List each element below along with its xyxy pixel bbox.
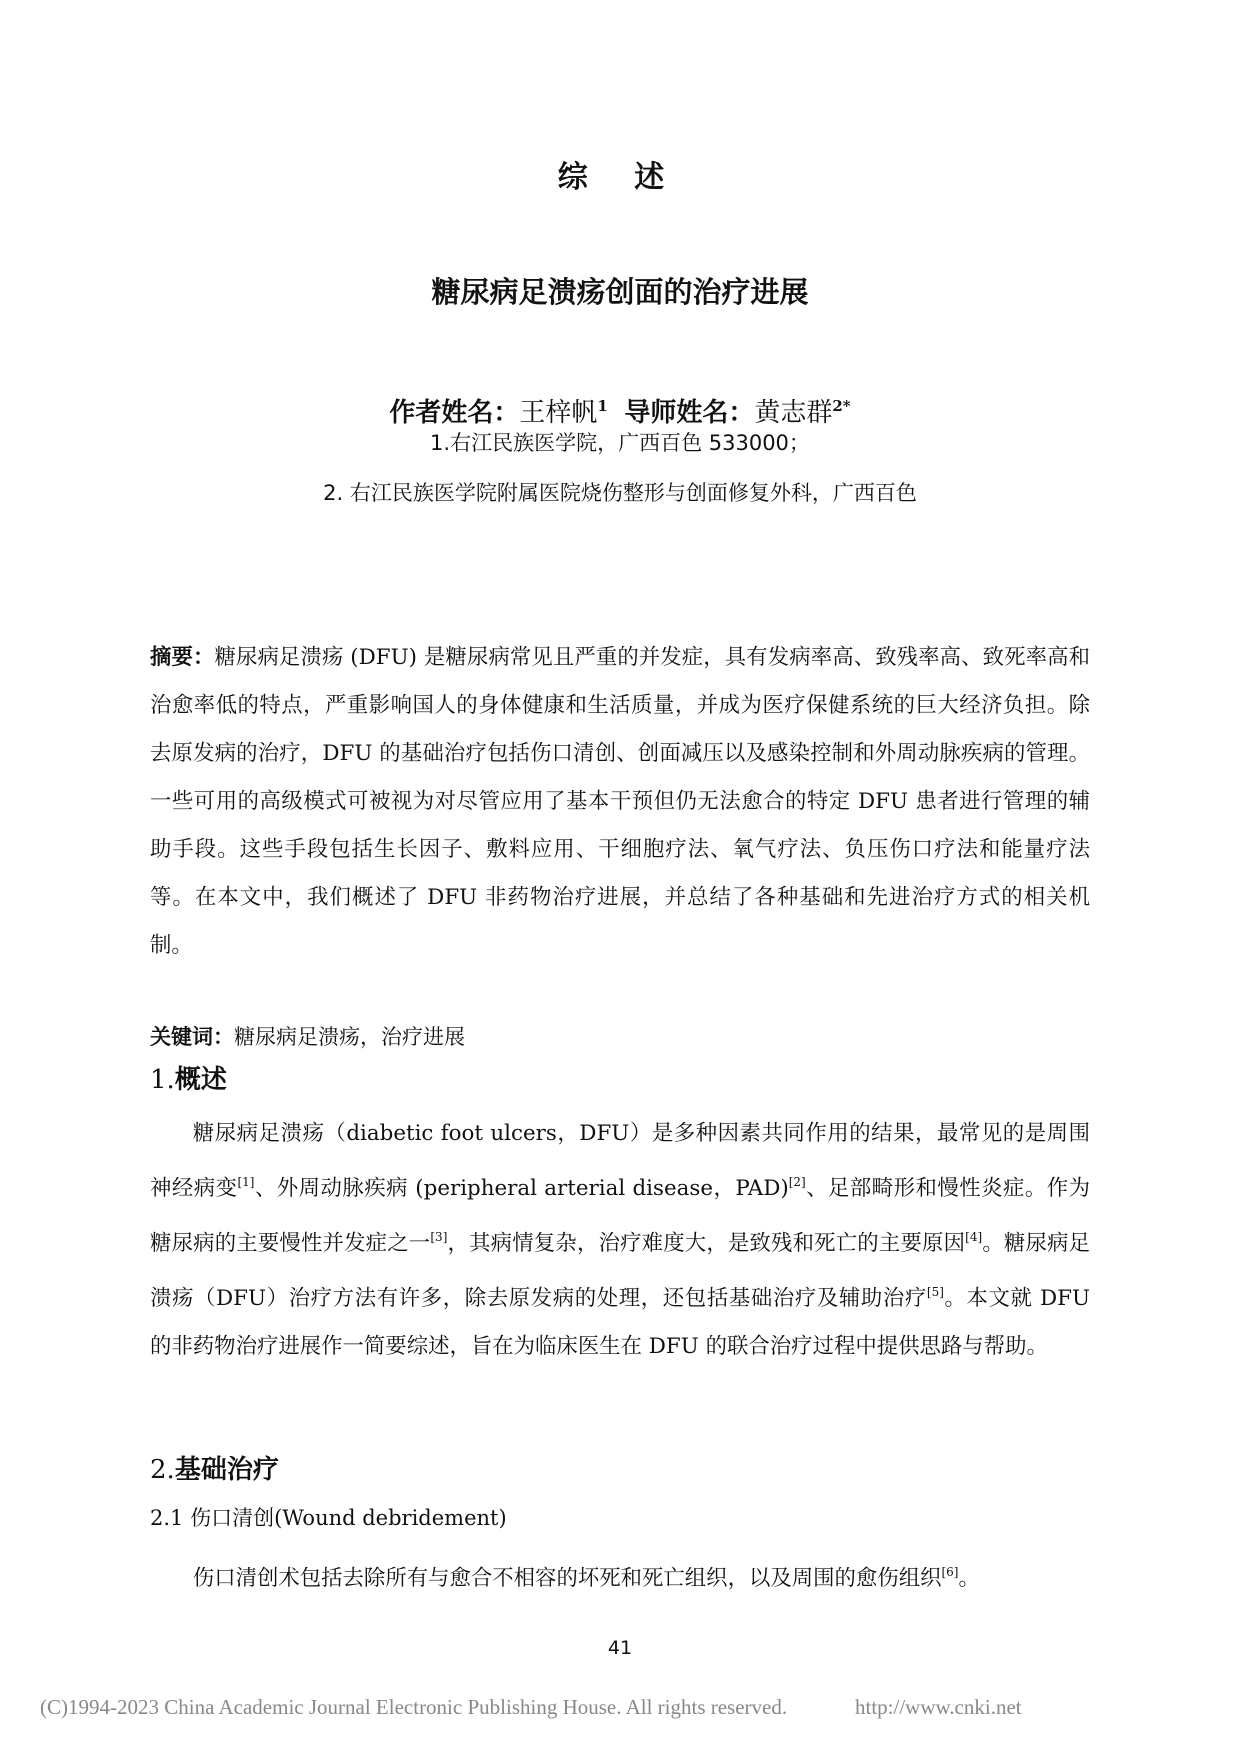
keywords — [150, 1017, 465, 1057]
section-2-paragraph — [150, 1548, 1090, 1603]
publisher-url: http://www.cnki.net — [855, 1695, 1022, 1719]
section-2-title: 基础治疗 — [174, 1455, 279, 1485]
author-name: 王梓帆 — [519, 398, 598, 428]
para-text: 糖尿病足溃疡（diabetic foot ulcers，DFU）是多种因素共同作用的结果，最常见的是周围神经病变 — [150, 1121, 1090, 1201]
para-text: ，其病情复杂，治疗难度大，是致残和死亡的主要原因 — [447, 1231, 966, 1256]
citation-ref: [2] — [788, 1175, 806, 1189]
page-number: 41 — [607, 1637, 633, 1659]
abstract-label: 摘要： — [150, 645, 215, 670]
para-text: 。本文就 DFU 的非药物治疗进展作一简要综述，旨在为临床医生在 DFU 的联合治疗过程中提供思路与帮助。 — [150, 1286, 1090, 1359]
affiliation-2: 2. 右江民族医学院附属医院烧伤整形与创面修复外科，广西百色 — [323, 481, 917, 505]
section-1-title: 概述 — [174, 1065, 227, 1095]
citation-ref: [4] — [965, 1230, 983, 1244]
paper-title: 糖尿病足溃疡创面的治疗进展 — [431, 275, 809, 309]
subsection-2-1-heading: 2.1 伤口清创(Wound debridement) — [150, 1506, 507, 1530]
advisor-label: 导师姓名： — [624, 398, 755, 428]
para-text: 伤口清创术包括去除所有与愈合不相容的坏死和死亡组织，以及周围的愈伤组织 — [192, 1566, 942, 1591]
citation-ref: [1] — [237, 1175, 255, 1189]
copyright-notice: (C)1994-2023 China Academic Journal Electronic Publishing House. All rights reserved. — [40, 1695, 788, 1719]
section-1-number: 1. — [150, 1065, 175, 1095]
section-2-heading — [150, 1450, 279, 1490]
author-line — [0, 388, 1240, 431]
para-text: 。 — [958, 1566, 980, 1591]
section-type-heading: 综 述 — [557, 160, 683, 195]
author-label: 作者姓名： — [389, 398, 520, 428]
para-text: 。糖尿病足溃疡（DFU）治疗方法有许多，除去原发病的处理，还包括基础治疗及辅助治疗 — [150, 1231, 1090, 1311]
citation-ref: [5] — [926, 1285, 944, 1299]
abstract-text: 糖尿病足溃疡 (DFU) 是糖尿病常见且严重的并发症，具有发病率高、致残率高、致死率高和治愈率低的特点，严重影响国人的身体健康和生活质量，并成为医疗保健系统的巨大经济负担。除去原发病的治疗，DFU 的基础治疗包括伤口清创、创面减压以及感染控制和外周动脉疾病的管理。一些可用的高级模式可被视为对尽管应用了基本干预但仍无法愈合的特定 DFU 患者进行管理的辅助手段。这些手段包括生长因子、敷料应用、干细胞疗法、氧气疗法、负压伤口疗法和能量疗法等。在本文中，我们概述了 DFU 非药物治疗进展，并总结了各种基础和先进治疗方式的相关机制。 — [150, 645, 1090, 958]
citation-ref: [3] — [430, 1230, 448, 1244]
keywords-label: 关键词： — [150, 1025, 234, 1049]
advisor-name: 黄志群 — [754, 398, 833, 428]
affiliation-1: 1.右江民族医学院，广西百色 533000； — [430, 431, 810, 455]
author-affil-mark: 1 — [597, 397, 608, 415]
section-2-number: 2. — [150, 1455, 175, 1485]
keywords-text: 糖尿病足溃疡，治疗进展 — [234, 1025, 465, 1049]
section-1-paragraph — [150, 1110, 1090, 1371]
para-text: 、足部畸形和慢性炎症。作为糖尿病的主要慢性并发症之一 — [150, 1176, 1090, 1256]
citation-ref: [6] — [941, 1565, 959, 1579]
section-1-heading — [150, 1060, 227, 1100]
advisor-affil-mark: 2* — [832, 397, 851, 415]
abstract — [150, 634, 1090, 970]
para-text: 、外周动脉疾病 (peripheral arterial disease，PAD) — [254, 1176, 789, 1201]
